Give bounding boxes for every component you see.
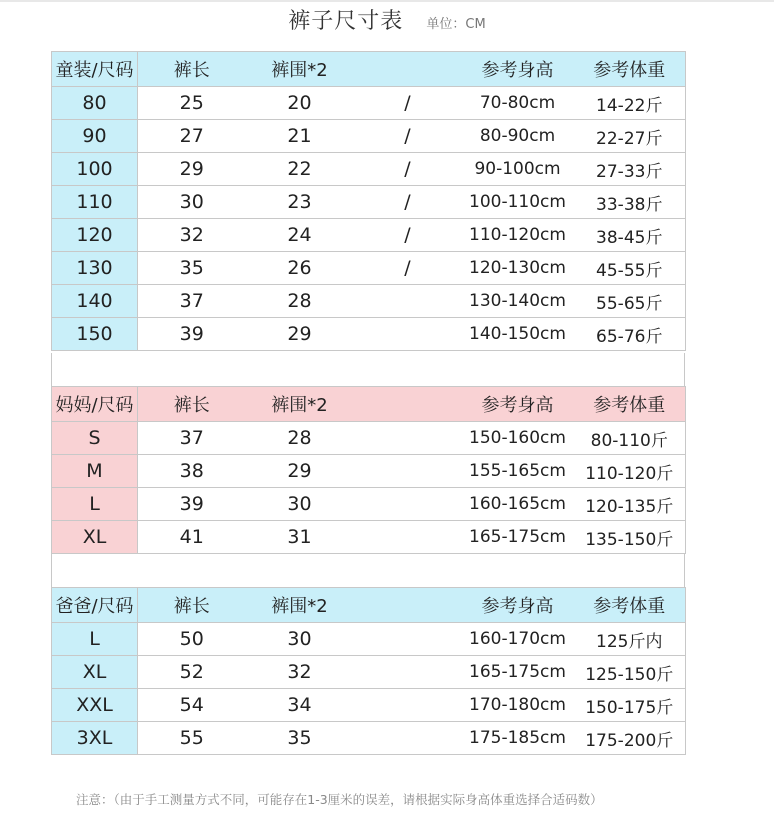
table-cell: 25: [138, 87, 246, 120]
table-cell: 170-180cm: [462, 689, 574, 722]
size-cell: 150: [52, 318, 138, 351]
table-cell: 165-175cm: [462, 656, 574, 689]
size-cell: 3XL: [52, 722, 138, 755]
table-cell: 110-120斤: [574, 455, 686, 488]
table-cell: 55-65斤: [574, 285, 686, 318]
table-cell: 28: [246, 422, 354, 455]
size-cell: L: [52, 488, 138, 521]
table-cell: 33-38斤: [574, 186, 686, 219]
column-header: 裤围*2: [246, 588, 354, 623]
table-cell: [354, 623, 462, 656]
table-cell: [354, 318, 462, 351]
table-cell: 165-175cm: [462, 521, 574, 554]
table-cell: 37: [138, 422, 246, 455]
table-cell: 22-27斤: [574, 120, 686, 153]
table-cell: 41: [138, 521, 246, 554]
table-cell: 50: [138, 623, 246, 656]
table-cell: 38: [138, 455, 246, 488]
table-row: [52, 455, 686, 488]
table-cell: 39: [138, 488, 246, 521]
column-header: 参考身高: [462, 387, 574, 422]
column-header: 裤围*2: [246, 387, 354, 422]
column-header: 参考体重: [574, 387, 686, 422]
table-cell: 30: [246, 623, 354, 656]
table-cell: 28: [246, 285, 354, 318]
size-cell: M: [52, 455, 138, 488]
table-cell: 175-185cm: [462, 722, 574, 755]
table-cell: [354, 689, 462, 722]
table-cell: 70-80cm: [462, 87, 574, 120]
column-header: 裤围*2: [246, 52, 354, 87]
header-row: [52, 387, 686, 422]
table-cell: 125斤内: [574, 623, 686, 656]
size-cell: S: [52, 422, 138, 455]
table-cell: 24: [246, 219, 354, 252]
table-cell: /: [354, 252, 462, 285]
table-cell: 14-22斤: [574, 87, 686, 120]
table-cell: 120-135斤: [574, 488, 686, 521]
kids-size-table: [51, 51, 686, 351]
table-cell: 80-90cm: [462, 120, 574, 153]
table-cell: 30: [138, 186, 246, 219]
table-cell: 54: [138, 689, 246, 722]
table-cell: [354, 455, 462, 488]
table-row: [52, 285, 686, 318]
table-cell: 160-165cm: [462, 488, 574, 521]
mom-size-table: [51, 386, 686, 554]
column-header: 童装/尺码: [52, 52, 138, 87]
table-cell: 27: [138, 120, 246, 153]
table-cell: 135-150斤: [574, 521, 686, 554]
table-cell: /: [354, 219, 462, 252]
size-cell: 110: [52, 186, 138, 219]
table-cell: 52: [138, 656, 246, 689]
table-cell: 29: [246, 318, 354, 351]
table-cell: [354, 656, 462, 689]
size-cell: L: [52, 623, 138, 656]
table-cell: 21: [246, 120, 354, 153]
table-cell: 120-130cm: [462, 252, 574, 285]
table-cell: [354, 285, 462, 318]
column-header: [354, 588, 462, 623]
table-cell: 100-110cm: [462, 186, 574, 219]
table-cell: 155-165cm: [462, 455, 574, 488]
table-row: [52, 521, 686, 554]
table-cell: 30: [246, 488, 354, 521]
page-title: 裤子尺寸表: [288, 9, 404, 34]
table-row: [52, 120, 686, 153]
table-cell: 140-150cm: [462, 318, 574, 351]
table-cell: 39: [138, 318, 246, 351]
table-row: [52, 87, 686, 120]
table-row: [52, 656, 686, 689]
column-header: [354, 52, 462, 87]
table-cell: 38-45斤: [574, 219, 686, 252]
table-cell: [354, 722, 462, 755]
size-cell: 80: [52, 87, 138, 120]
table-cell: 110-120cm: [462, 219, 574, 252]
column-header: 参考身高: [462, 52, 574, 87]
table-cell: 22: [246, 153, 354, 186]
table-row: [52, 318, 686, 351]
table-cell: /: [354, 87, 462, 120]
size-cell: XXL: [52, 689, 138, 722]
header-row: [52, 52, 686, 87]
column-header: 裤长: [138, 52, 246, 87]
column-header: 爸爸/尺码: [52, 588, 138, 623]
table-row: [52, 488, 686, 521]
table-cell: 160-170cm: [462, 623, 574, 656]
header-row: [52, 588, 686, 623]
size-cell: 100: [52, 153, 138, 186]
column-header: 参考身高: [462, 588, 574, 623]
table-cell: 65-76斤: [574, 318, 686, 351]
column-header: 参考体重: [574, 588, 686, 623]
table-cell: 31: [246, 521, 354, 554]
table-cell: 150-175斤: [574, 689, 686, 722]
table-cell: 55: [138, 722, 246, 755]
table-cell: 34: [246, 689, 354, 722]
header: [0, 4, 774, 35]
table-cell: 35: [138, 252, 246, 285]
size-cell: 130: [52, 252, 138, 285]
table-cell: /: [354, 153, 462, 186]
table-cell: 23: [246, 186, 354, 219]
size-cell: 120: [52, 219, 138, 252]
table-cell: 130-140cm: [462, 285, 574, 318]
table-row: [52, 422, 686, 455]
dad-size-table: [51, 587, 686, 755]
table-cell: 45-55斤: [574, 252, 686, 285]
table-cell: /: [354, 186, 462, 219]
table-cell: 32: [246, 656, 354, 689]
table-row: [52, 722, 686, 755]
section-gap: [51, 353, 685, 386]
table-row: [52, 689, 686, 722]
table-row: [52, 252, 686, 285]
column-header: [354, 387, 462, 422]
unit-label: 单位：CM: [426, 17, 486, 32]
size-cell: 90: [52, 120, 138, 153]
table-cell: [354, 488, 462, 521]
table-cell: /: [354, 120, 462, 153]
table-row: [52, 153, 686, 186]
table-cell: 27-33斤: [574, 153, 686, 186]
table-row: [52, 219, 686, 252]
table-row: [52, 623, 686, 656]
table-cell: 35: [246, 722, 354, 755]
table-cell: 37: [138, 285, 246, 318]
table-cell: 90-100cm: [462, 153, 574, 186]
size-cell: XL: [52, 656, 138, 689]
top-divider: [0, 0, 774, 2]
table-cell: 29: [138, 153, 246, 186]
table-cell: 150-160cm: [462, 422, 574, 455]
section-gap: [51, 554, 685, 587]
table-cell: 29: [246, 455, 354, 488]
table-cell: [354, 521, 462, 554]
table-cell: 175-200斤: [574, 722, 686, 755]
table-cell: [354, 422, 462, 455]
size-cell: XL: [52, 521, 138, 554]
table-cell: 125-150斤: [574, 656, 686, 689]
column-header: 裤长: [138, 387, 246, 422]
measurement-note: 注意：（由于手工测量方式不同，可能存在1-3厘米的误差，请根据实际身高体重选择合适码数）: [76, 792, 603, 807]
column-header: 妈妈/尺码: [52, 387, 138, 422]
table-cell: 32: [138, 219, 246, 252]
table-cell: 20: [246, 87, 354, 120]
column-header: 裤长: [138, 588, 246, 623]
column-header: 参考体重: [574, 52, 686, 87]
table-cell: 80-110斤: [574, 422, 686, 455]
size-cell: 140: [52, 285, 138, 318]
table-row: [52, 186, 686, 219]
table-cell: 26: [246, 252, 354, 285]
